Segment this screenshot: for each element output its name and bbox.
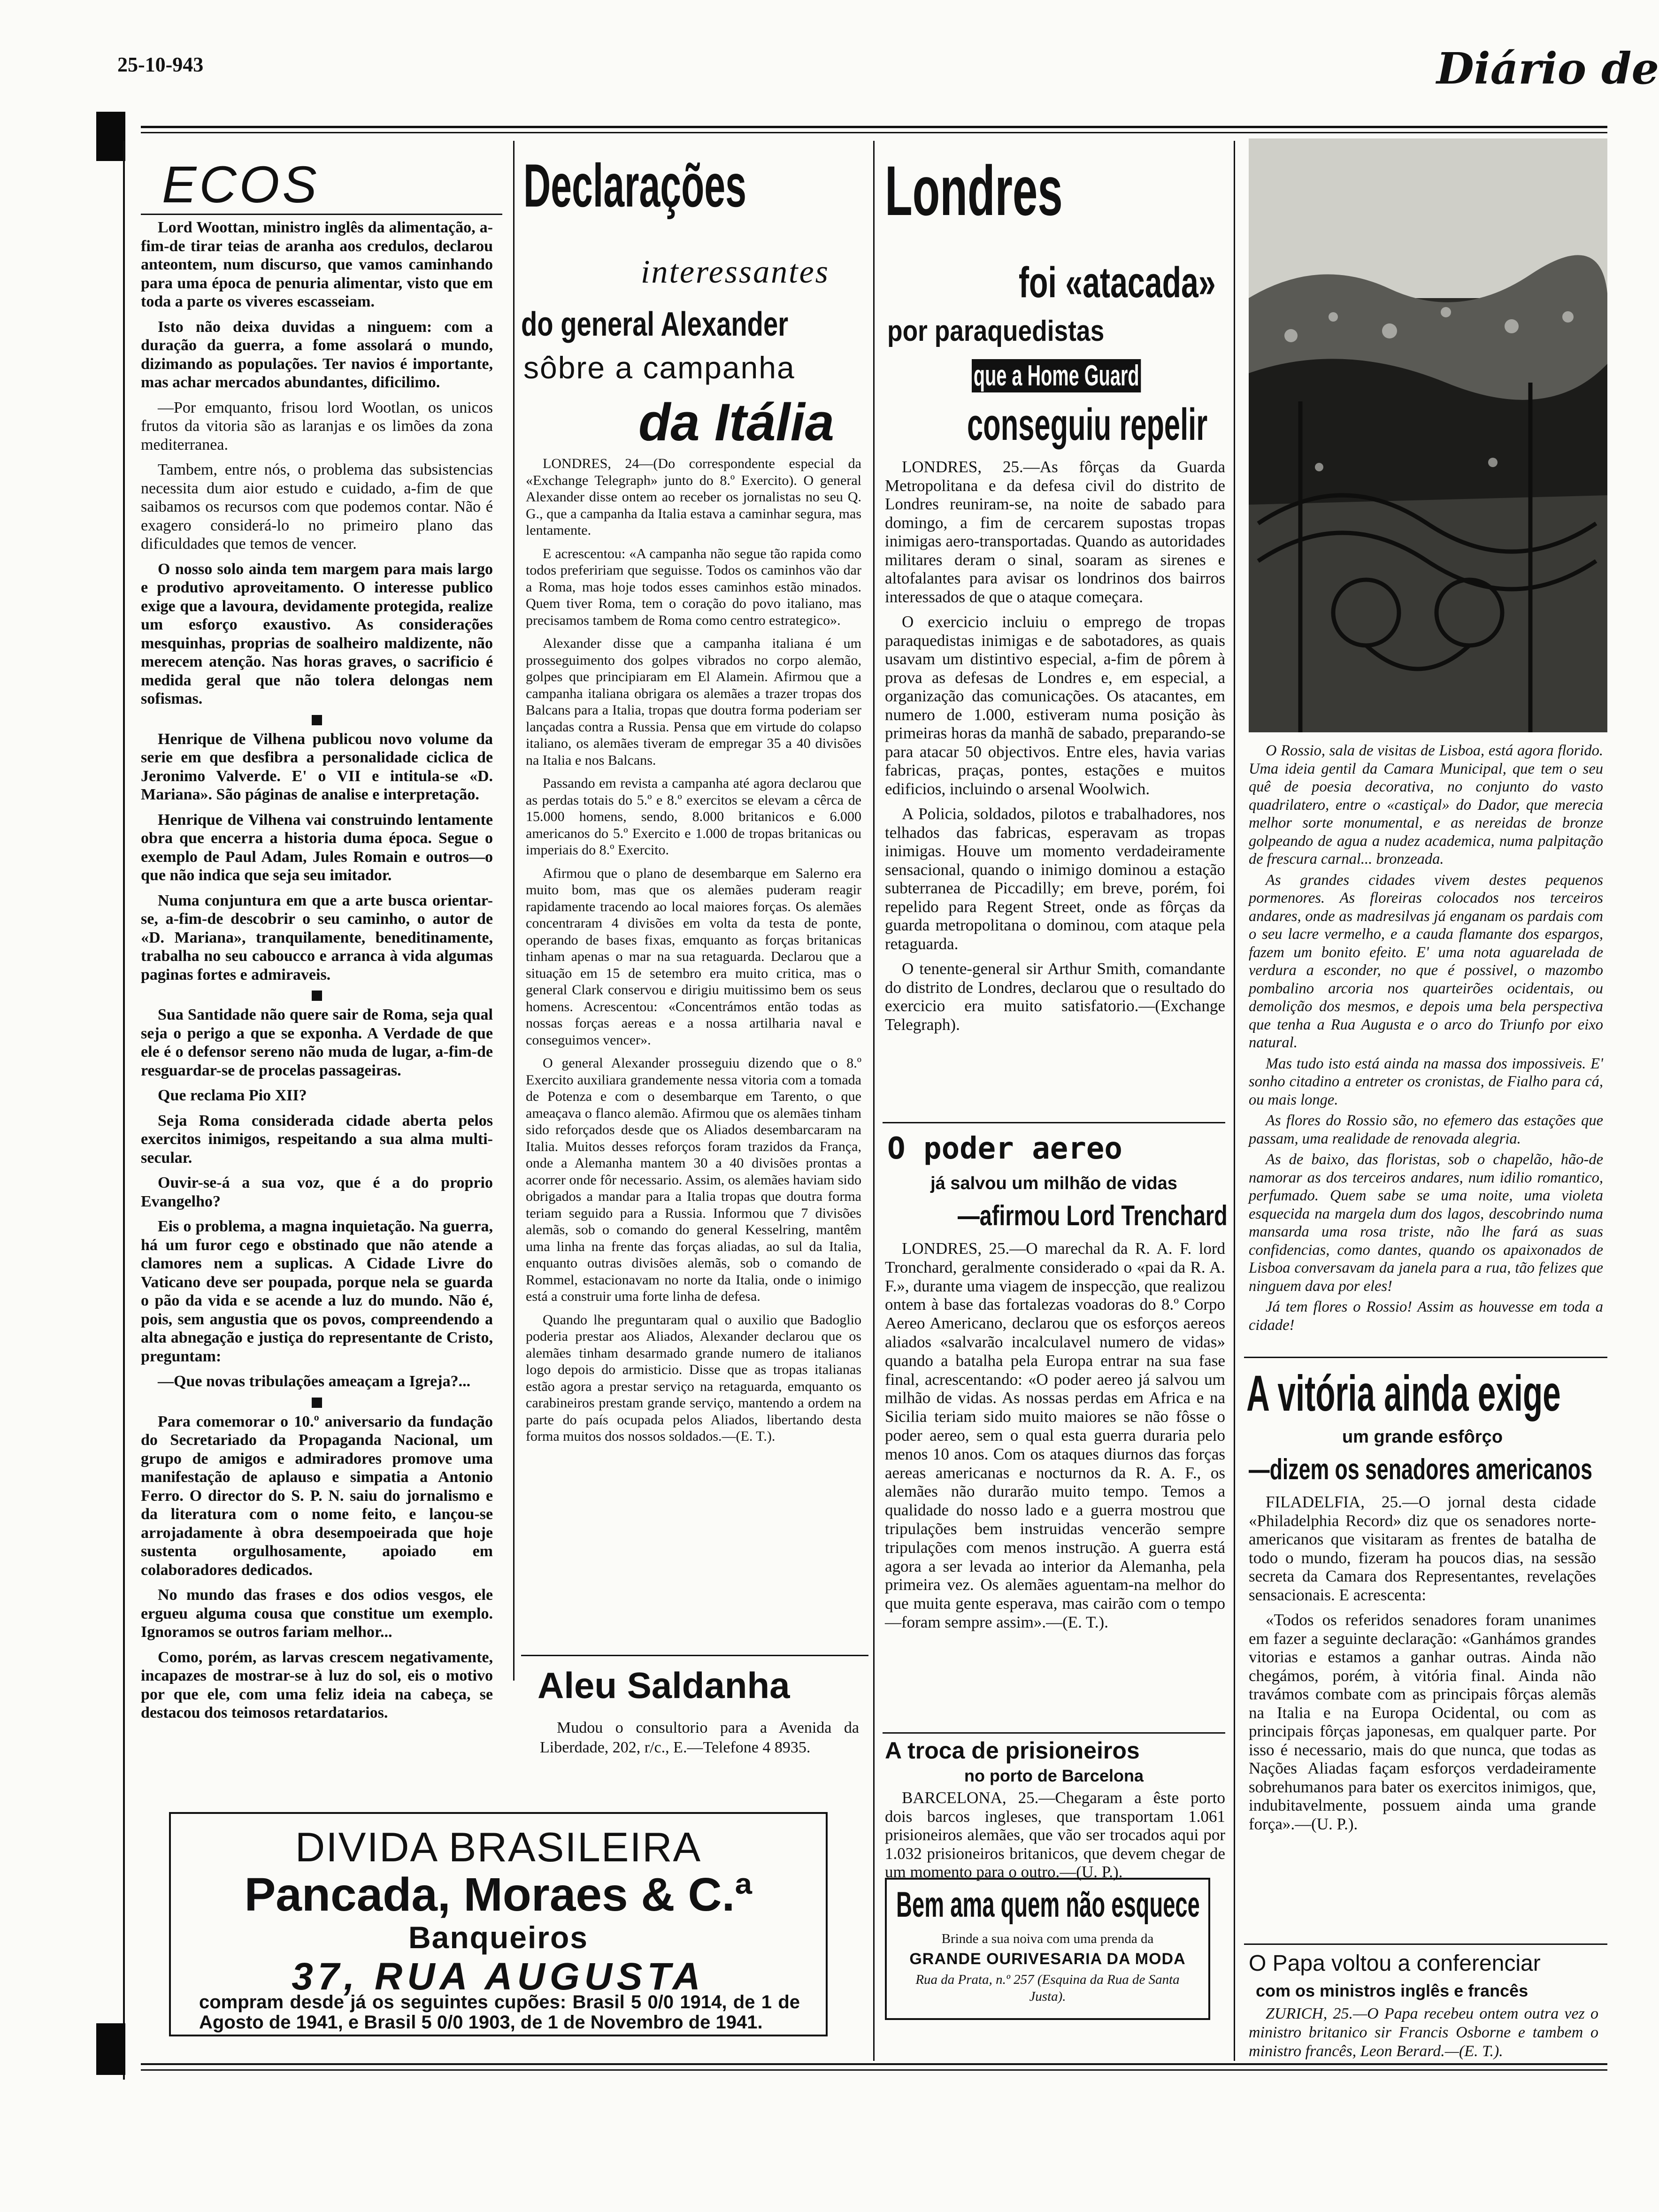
- rossio-photo: [1249, 138, 1607, 732]
- ecos-paragraph: O nosso solo ainda tem margem para mais largo e produtivo aproveitamento. O interesse publico exige que a lavoura, devidamente protegida, realize um esforço exaustivo. As considerações mesquinhas, proprias de soalheiro maldizente, não merecem atenção. Nas horas graves, o sacrificio é medida geral que não tolera delongas nem sofismas.: [141, 560, 493, 707]
- ad-line-2: Pancada, Moraes & C.ª: [244, 1868, 753, 1921]
- ecos-paragraph: Que reclama Pio XII?: [158, 1087, 307, 1104]
- article-paragraph: O exercicio incluiu o emprego de tropas paraquedistas inimigas e de sabotadores, as quais usavam um distintivo especial, a-fim de pôrem à prova as defesas de Londres e, em especial, a organização das comunicações. Os atacantes, em numero de 1.000, estiveram numa posição às primeiras horas da manhã de sabado, preparando-se para atacar 50 objectivos. Entre eles, havia varias fabricas, praças, pontes, estações e muitos edificios, incluindo o arsenal Woolwich.: [885, 613, 1225, 798]
- ecos-ferro: [141, 1413, 493, 1722]
- article-paragraph: LONDRES, 24—(Do correspondente especial da «Exchange Telegraph» junto do 8.º Exercito). O general Alexander disse ontem ao receber os jornalistas no seu Q. G., que a campanha da Italia estava a caminhar segura, mas lentamente.: [526, 456, 861, 538]
- ecos-paragraph: Henrique de Vilhena vai construindo lentamente obra que encerra a historia duma época. Segue o exemplo de Paul Adam, Jules Romain e outros—o que não indica que seja seu imitador.: [141, 811, 493, 884]
- corner-block-bottom: [96, 2023, 125, 2075]
- londres-headline: Londres: [885, 151, 1063, 230]
- caption-paragraph: O Rossio, sala de visitas de Lisboa, está agora florido. Uma ideia gentil da Camara Municipal, que tem o seu quê de poesia decorativa, no conjunto do vasto quadrilatero, entre o «castiçal» do Dador, que merecia melhor sorte monumental, e as nereidas de bronze golpeando de agua a nudez academica, numa palpitação de frescura carnal... bronzeada.: [1249, 742, 1603, 868]
- article-paragraph: Quando lhe preguntaram qual o auxilio que Badoglio poderia prestar aos Aliados, Alexander declarou que os alemães tinham desarmado grande numero de italianos logo depois do armisticio. Disse que as tropas italianas estão agora a prestar serviço na retaguarda, emquanto os carabineiros prestam grande serviço, mantendo a ordem na parte do país ocupada pelos Aliados, libertando desta forma muitos dos nossos soldados.—(E. T.).: [526, 1312, 861, 1444]
- corner-block: [96, 112, 125, 161]
- ecos-vilhena: [141, 730, 493, 984]
- vitoria-article: [1249, 1493, 1596, 1840]
- ecos-lead: [141, 218, 493, 392]
- article-paragraph: LONDRES, 25.—As fôrças da Guarda Metropolitana e da defesa civil do distrito de Londres reuniram-se, na noite de sabado para domingo, a fim de cercarem supostas tropas inimigas aero-transportadas. Quando as autoridades militares deram o sinal, soaram as sirenes e altofalantes para avisar os londrinos dos bairros interessados de que o ataque começara.: [885, 458, 1225, 606]
- column-divider-3: [1234, 141, 1235, 2061]
- poder-aereo-sub2: —afirmou Lord Trenchard: [958, 1200, 1228, 1231]
- londres-end-rule: [883, 1122, 1225, 1123]
- ecos-paragraph: Isto não deixa duvidas a ninguem: com a duração da guerra, a fome assolará o mundo, dizimando as populações. Ter navios é importante, mas achar mercados abundantes, dificilimo.: [141, 318, 493, 391]
- alexander-headline-5: da Itália: [638, 393, 835, 452]
- ourivesaria-line-3: Rua da Prata, n.º 257 (Esquina da Rua de Santa Justa).: [915, 1972, 1180, 2004]
- rossio-end-rule: [1244, 1357, 1607, 1358]
- ecos-paragraph: Seja Roma considerada cidade aberta pelos exercitos inimigos, respeitando a sua alma multi-secular.: [141, 1112, 493, 1167]
- section-bullet-icon: [312, 715, 322, 725]
- article-paragraph: ZURICH, 25.—O Papa recebeu ontem outra vez o ministro britanico sir Francis Osborne e tambem o ministro francês, Leon Berard.—(E. T.).: [1249, 2005, 1598, 2060]
- ad-line-1: DIVIDA BRASILEIRA: [295, 1824, 702, 1870]
- troca-sub: no porto de Barcelona: [964, 1766, 1144, 1785]
- ourivesaria-line-1: Brinde a sua noiva com uma prenda da: [941, 1931, 1154, 1946]
- alexander-headline-3: do general Alexander: [521, 306, 789, 343]
- article-paragraph: E acrescentou: «A campanha não segue tão rapida como todos prefeririam que seguisse. Todos os caminhos vão dar a Roma, mas hoje todos esses caminhos estão minados. Quem tiver Roma, tem o coração do povo italiano, mas precisamos tambem de Roma como centro estrategico».: [526, 545, 861, 628]
- ecos-title-rule: [141, 214, 502, 215]
- ecos-paragraph: Lord Woottan, ministro inglês da alimentação, a-fim-de tirar teias de aranha aos credulos, declarou anteontem, num discurso, que vamos caminhando para uma época de penuria alimentar, visto que em toda a parte os viveres escasseiam.: [141, 219, 493, 310]
- alexander-headline: Declarações: [523, 151, 746, 220]
- vitoria-end-rule: [1244, 1943, 1607, 1945]
- column-divider-1: [513, 141, 515, 1681]
- londres-headline-4: que a Home Guard: [972, 359, 1141, 392]
- top-rule-thin: [141, 132, 1607, 133]
- ecos-column: [141, 218, 493, 1729]
- troca-headline: A troca de prisioneiros: [885, 1737, 1140, 1764]
- londres-headline-3: por paraquedistas: [887, 315, 1105, 347]
- londres-article: [885, 458, 1225, 1040]
- poder-end-rule: [883, 1732, 1225, 1734]
- issue-date: 25-10-943: [117, 53, 204, 76]
- troca-article: [885, 1789, 1225, 1888]
- article-paragraph: FILADELFIA, 25.—O jornal desta cidade «Philadelphia Record» diz que os senadores norte-americanos que visitaram as frentes de batalha de todo o mundo, fizeram ha poucos dias, na sessão secreta da Camara dos Representantes, revelações sensacionais. E acrescenta:: [1249, 1493, 1596, 1604]
- caption-paragraph: Mas tudo isto está ainda na massa dos impossiveis. E' sonho citadino a entreter os cronistas, de Fialho para cá, ou mais longe.: [1249, 1055, 1603, 1108]
- ecos-paragraph: Para comemorar o 10.º aniversario da fundação do Secretariado da Propaganda Nacional, um grupo de amigos e admiradores promove uma manifestação de aplauso e simpatia a Antonio Ferro. O director do S. P. N. saiu do jornalismo e da literatura com o nome feito, e lançou-se arrojadamente à obra desempoeirada que hoje sustenta orgulhosamente, apoiado em colaboradores dedicados.: [141, 1413, 493, 1579]
- ecos-paragraph: Como, porém, as larvas crescem negativamente, incapazes de mostrar-se à luz do sol, eis o motivo por que ele, com uma feliz ideia na cabeça, se destacou dos teimosos retardatarios.: [141, 1648, 493, 1721]
- ecos-paragraph: Henrique de Vilhena publicou novo volume da serie em que desfibra a personalidade ciclica de Jeronimo Valverde. E' o VII e intitula-se «D. Mariana». São páginas de analise e interpretação.: [141, 730, 493, 803]
- ourivesaria-title: Bem ama quem não esquece: [896, 1885, 1200, 1925]
- londres-headline-5: conseguiu repelir: [967, 399, 1208, 450]
- ecos-title: ECOS: [162, 156, 320, 214]
- caption-paragraph: Já tem flores o Rossio! Assim as houvesse em toda a cidade!: [1249, 1298, 1603, 1334]
- ecos-paragraph: Numa conjuntura em que a arte busca orientar-se, a-fim-de descobrir o seu caminho, o autor de «D. Mariana», tranquilamente, beneditinamente, trabalha no seu caboucco e arranca à vida algumas paginas fortes e admiraveis.: [141, 891, 493, 983]
- article-paragraph: Afirmou que o plano de desembarque em Salerno era muito bom, mas que os alemães puderam reagir rapidamente tracendo ao local maiores forças. Os alemães concentraram 4 divisões em volta da testa de ponte, operando de bases fixas, emquanto as forças britanicas tinham apenas o mar na sua retaguarda. Declarou que a situação em 15 de setembro era muito critica, mas o general Clark conservou e dirigiu muitissimo bem os seus homens. Acrescentou: «Concentrámos então todas as nossas forças aereas e a nossa artilharia naval e conseguimos vencer».: [526, 865, 861, 1048]
- bottom-rule-thin: [141, 2069, 1607, 2071]
- vitoria-sub2: —dizem os senadores americanos: [1249, 1453, 1592, 1486]
- rossio-caption: [1249, 742, 1603, 1337]
- papa-headline: O Papa voltou a conferenciar: [1249, 1951, 1541, 1976]
- ecos-paragraph: Eis o problema, a magna inquietação. Na guerra, há um furor cego e obstinado que não atende a clamores nem a suplicas. A Cidade Livre do Vaticano deve ser poupada, porque nela se guarda o pão da vida e se acende a luz do mundo. Não é, pois, sem angustia que os povos, compreendendo a alta abnegação e justiça do representante de Cristo, preguntam:: [141, 1218, 493, 1365]
- ecos-paragraph: Tambem, entre nós, o problema das subsistencias necessita dum aior estudo e cuidado, a-fim de que saibamos os recursos com que podemos contar. Não é exagero considerá-lo no primeiro plano das dificuldades que temos de vencer.: [141, 461, 493, 553]
- article-paragraph: Alexander disse que a campanha italiana é um prosseguimento dos golpes vibrados no corpo alemão, golpes que principiaram em El Alamein. Afirmou que a campanha italiana obrigara os alemães a trazer tropas dos Balcans para a Italia, tropas que doutra forma poderiam ser lançadas contra a Russia. Pensa que em virtude do colapso italiano, os alemães tiveram de empregar 35 a 40 divisões na Italia e nos Balcans.: [526, 636, 861, 768]
- rossio-photo-image: [1249, 138, 1607, 732]
- ad-line-4: 37, RUA AUGUSTA: [292, 1955, 705, 1998]
- papa-sub: com os ministros inglês e francês: [1256, 1981, 1528, 2000]
- ecos-paragraph: —Que novas tribulações ameaçam a Igreja?...: [158, 1373, 471, 1390]
- vitoria-headline: A vitória ainda exige: [1246, 1365, 1561, 1421]
- ourivesaria-line-2: GRANDE OURIVESARIA DA MODA: [909, 1950, 1186, 1968]
- ecos-paragraph: No mundo das frases e dos odios vesgos, ele ergueu alguma cousa que constitue um exemplo. Ignoramos se outros fariam melhor...: [141, 1586, 493, 1641]
- article-paragraph: BARCELONA, 25.—Chegaram a êste porto dois barcos ingleses, que transportam 1.061 prisioneiros alemães, que vão ser trocados aqui por 1.032 prisioneiros britanicos, que devem chegar de um momento para o outro.—(U. P.).: [885, 1789, 1225, 1881]
- alexander-article: [526, 455, 861, 1452]
- ecos-vatican: [141, 1006, 493, 1391]
- article-paragraph: Passando em revista a campanha até agora declarou que as perdas totais do 5.º e 8.º exercitos se elevam a cêrca de 15.000 homens, sendo, 8.000 britanicos e 6.000 americanos do 5.º Exercito e 1.000 de tropas britanicas ou imperiais do 8.º Exercito.: [526, 776, 861, 858]
- newspaper-name: Diário de: [1436, 43, 1659, 94]
- ad-line-5: compram desde já os seguintes cupões: Brasil 5 0/0 1914, de 1 de Agosto de 1941, e Brasil 5 0/0 1903, de 1 de Novembro de 1941.: [199, 1992, 800, 2033]
- ecos-paragraph: Sua Santidade não quere sair de Roma, seja qual seja o perigo a que se exponha. A Verdade de que ele é o defensor sereno não muda de lugar, a-fim-de resguardar-se de procelas passageiras.: [141, 1006, 493, 1079]
- vitoria-sub: um grande esfôrço: [1342, 1427, 1503, 1447]
- top-rule: [141, 126, 1607, 128]
- ourivesaria-ad: [885, 1878, 1210, 2020]
- article-paragraph: A Policia, soldados, pilotos e trabalhadores, nos telhados das fabricas, esperavam as tropas inimigas. Houve um momento verdadeiramente sensacional, quando o inimigo dominou a estação subterranea de Piccadilly; em breve, porém, foi repelido para Regent Street, onde as fôrças da guarda metropolitana o dominou, com ataque pela retaguarda.: [885, 805, 1225, 953]
- ecos-paragraph: —Por emquanto, frisou lord Wootlan, os unicos frutos da vitoria são as laranjas e os limões da zona mediterranea.: [141, 399, 493, 453]
- poder-aereo-article: [885, 1239, 1225, 1638]
- ad-line-3: Banqueiros: [408, 1920, 589, 1955]
- section-bullet-icon: [312, 1398, 322, 1408]
- divida-brasileira-ad: [169, 1812, 828, 2036]
- papa-article: [1249, 2005, 1598, 2064]
- alexander-headline-2: interessantes: [641, 254, 830, 290]
- column-divider-2: [873, 141, 875, 2061]
- caption-paragraph: As flores do Rossio são, no efemero das estações que passam, uma realidade de renovada alegria.: [1249, 1112, 1603, 1147]
- article-paragraph: LONDRES, 25.—O marechal da R. A. F. lord Tronchard, geralmente considerado o «pai da R. A. F.», durante uma viagem de inspecção, que realizou ontem à base das fortalezas voadoras do 8.º Corpo Aereo Americano, declarou que os esforços aereos aliados «salvarão incalculavel numero de vidas» quando a batalha pela Europa entrar na sua fase final, acrescentando: «O poder aereo já salvou um milhão de vidas. As nossas perdas em Africa e na Sicilia teriam sido muito maiores se não fôsse o poder aereo, sem o qual esta guerra duraria pelo menos 10 anos. Com os ataques diurnos das forças aereas americanas e nocturnos da R. A. F., os alemães não durarão muito tempo. Temos a qualidade do nosso lado e a guerra mostrou que tripulações bem instruidas vencerão sempre tripulações com menos instrução. A guerra está agora a ser levada ao interior da Alemanha, pela primeira vez. Os alemães aguentam-na melhor do que muita gente esperava, mas cairão com o tempo—foram sempre assim».—(E. T.).: [885, 1239, 1225, 1631]
- article-paragraph: O tenente-general sir Arthur Smith, comandante do distrito de Londres, declarou que o resultado do exercicio era muito satisfatorio.—(Exchange Telegraph).: [885, 960, 1225, 1034]
- poder-aereo-headline: O poder aereo: [887, 1131, 1122, 1166]
- left-frame-rule: [123, 141, 125, 2080]
- caption-paragraph: As grandes cidades vivem destes pequenos pormenores. As floreiras colocados nos terceiros andares, onde as madresilvas já enganam os pardais com o seu lacre vermelho, e a cauda flamante dos espargos, fazem um bonito efeito. E' uma nota aguarelada de verdura a esconder, no que é possivel, o mazombo pombalino arcoria nos quarteirões ocidentais, ou demolição dos mesmos, e depois uma bela perspectiva que tenha a Rua Augusta e o arco do Triunfo por eixo natural.: [1249, 871, 1603, 1051]
- section-bullet-icon: [312, 991, 322, 1001]
- ecos-paragraph: Ouvir-se-á a sua voz, que é a do proprio Evangelho?: [141, 1174, 493, 1210]
- article-paragraph: «Todos os referidos senadores foram unanimes em fazer a seguinte declaração: «Ganhámos grandes vitorias e estamos a ganhar outras. Ainda não chegámos, porém, à vitória final. Ainda não travámos combate com as principais fôrças alemãs na Italia e na Europa Ocidental, ou com as principais fôrças japonesas, em qualquer parte. Por isso é necessario, mais do que nunca, que todas as Nações Aliadas façam esforços verdadeiramente sobrehumanos para bater os exercitos inimigos, que, indubitavelmente, possuem ainda uma grande força».—(U. P.).: [1249, 1611, 1596, 1833]
- article-paragraph: O general Alexander prosseguiu dizendo que o 8.º Exercito auxiliara grandemente nessa vitoria com a tomada de Potenza e com o desembarque em Tarento, o que ameaçava o flanco alemão. Afirmou que os alemães tinham sido reforçados desde que os Aliados desembarcaram na Italia. Muitos desses reforços foram trazidos da França, onde a Alemanha mantem 30 a 40 divisões prontas a acorrer onde fôr necessario. Assim, os alemães haviam sido obrigados a mandar para a Italia tropas que doutra forma teriam seguido para a Russia. Informou que 7 divisões alemãs, sob o comando do general Kesselring, mantêm uma linha na frente das forças aliadas, ao sul da Italia, enquanto outras divisões alemãs, sob o comando de Rommel, estacionavam no norte da Italia, onde o inimigo está a construir uma forte linha de defesa.: [526, 1055, 861, 1304]
- alexander-headline-4: sôbre a campanha: [523, 350, 795, 385]
- saldanha-name: Aleu Saldanha: [538, 1665, 790, 1706]
- saldanha-notice: [540, 1718, 859, 1764]
- caption-paragraph: As de baixo, das floristas, sob o chapelão, hão-de namorar as dos terceiros andares, num idilio romantico, perfumado. Quem sabe se uma noite, uma violeta esquecida na margela dum dos lagos, descobrindo numa mansarda uma rosa triste, não lhe fará as suas confidencias, como dantes, quando os apaixonados de Lisboa conversavam da janela para a rua, tão felizes que ninguem dava por eles!: [1249, 1151, 1603, 1295]
- poder-aereo-sub: já salvou um milhão de vidas: [930, 1174, 1177, 1193]
- alexander-end-rule: [521, 1655, 868, 1656]
- londres-headline-2: foi «atacada»: [1019, 259, 1216, 307]
- saldanha-text: Mudou o consultorio para a Avenida da Liberdade, 202, r/c., E.—Telefone 4 8935.: [540, 1719, 859, 1756]
